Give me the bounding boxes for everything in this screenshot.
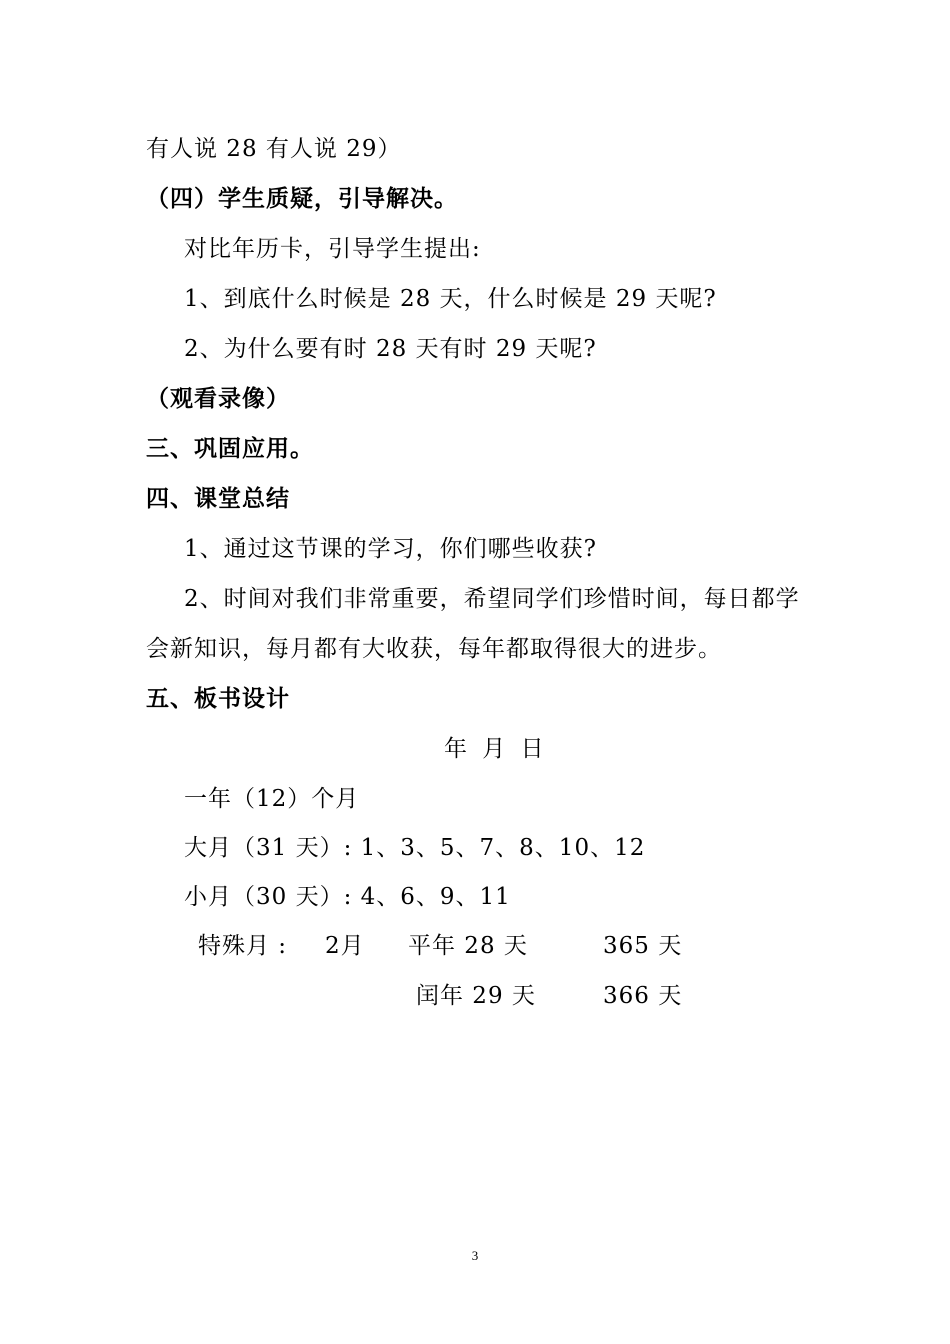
section-heading: 四、课堂总结 — [146, 486, 290, 512]
board-leap-days: 366 天 — [603, 983, 683, 1009]
question-item: 2、为什么要有时 28 天有时 29 天呢? — [184, 336, 597, 362]
text-line: 对比年历卡，引导学生提出: — [184, 236, 481, 262]
board-title: 年 月 日 — [444, 736, 548, 762]
section-heading: （四）学生质疑，引导解决。 — [146, 186, 458, 212]
question-item: 1、到底什么时候是 28 天，什么时候是 29 天呢? — [184, 286, 717, 312]
text-line: 有人说 28 有人说 29） — [146, 136, 402, 162]
page-number: 3 — [471, 1248, 479, 1263]
board-common-days: 365 天 — [603, 933, 683, 959]
summary-item: 2、时间对我们非常重要，希望同学们珍惜时间，每日都学 — [184, 586, 800, 612]
board-big-months: 大月（31 天）: 1、3、5、7、8、10、12 — [184, 835, 646, 861]
board-year-months: 一年（12）个月 — [184, 786, 360, 812]
board-special-label: 特殊月 : — [198, 933, 288, 959]
section-heading: 五、板书设计 — [146, 686, 290, 712]
summary-item-continued: 会新知识，每月都有大收获，每年都取得很大的进步。 — [146, 636, 722, 662]
board-small-months: 小月（30 天）: 4、6、9、11 — [184, 884, 511, 910]
board-leap-year: 闰年 29 天 — [416, 983, 536, 1009]
summary-item: 1、通过这节课的学习，你们哪些收获? — [184, 536, 597, 562]
board-common-year: 平年 28 天 — [408, 933, 528, 959]
section-heading: 三、巩固应用。 — [146, 436, 314, 462]
board-special-month: 2月 — [325, 933, 365, 959]
section-heading: （观看录像） — [146, 386, 290, 412]
